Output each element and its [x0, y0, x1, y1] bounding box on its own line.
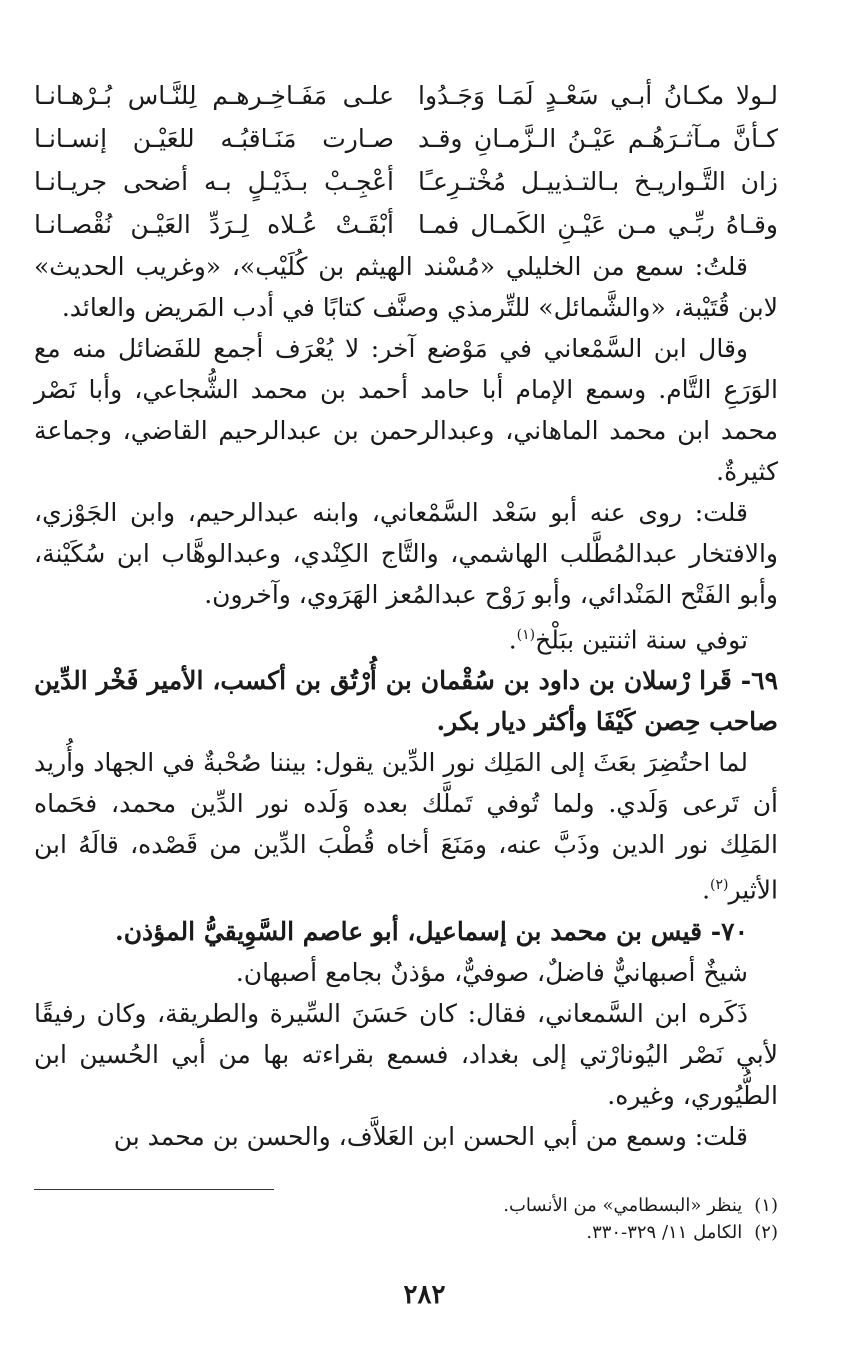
entry-69-text: لما احتُضِرَ بعَثَ إلى المَلِك نور الدِّين يقول: بيننا صُحْبةٌ في الجهاد وأُريد أن تَرعى وَلَدي. ولما تُوفي تَملَّك بعده وَلَده نور الدِّين محمد، فحَماه المَلِك نور الدين وذَبَّ عنه، ومَنَعَ أخاه قُطْبَ الدِّين من قَصْده، قالَهُ ابن الأثير: [34, 748, 778, 905]
entry-70-line1: شيخٌ أصبهانيٌّ فاضلٌ، صوفيٌّ، مؤذنٌ بجامع أصبهان.: [235, 957, 748, 987]
footnote-1: [34, 1192, 778, 1219]
footnote-2: [34, 1219, 778, 1246]
footnote-number: (١): [754, 1195, 778, 1216]
entry-70-heading: ٧٠- قيس بن محمد بن إسماعيل، أبو عاصم السَّوِيقيُّ المؤذن.: [114, 916, 748, 946]
entry-70-line3: قلت: وسمع من أبي الحسن ابن العَلاَّف، والحسن بن محمد بن: [113, 1121, 748, 1151]
entry-70-line2: ذَكَره ابن السَّمعاني، فقال: كان حَسَنَ السِّيرة والطريقة، وكان رفيقًا لأبي نَصْر اليُونارْتي إلى بغداد، فسمع بقراءته بها من أبي الحُسين ابن الطُّيُوري، وغيره.: [34, 998, 778, 1110]
verse-hemistich-2: أبْقَـتْ عُـلاه لِـرَدِّ العَيْـن نُقْصـانـا: [34, 210, 394, 239]
verse-line: [34, 74, 778, 117]
verse-line: [34, 160, 778, 203]
page-body: [34, 74, 778, 1157]
death-text: توفي سنة اثنتين ببَلْخ: [535, 625, 748, 655]
verse-line: [34, 117, 778, 160]
footnote-number: (٢): [754, 1222, 778, 1243]
paragraph-death: توفي سنة اثنتين ببَلْخ$^{(١)}$.: [508, 625, 748, 655]
entry-69-heading: ٦٩- قَرا رْسلان بن داود بن سُقْمان بن أُرْتُق بن أكسب، الأمير فَخْر الدِّين صاحب حِصن كَيْفَا وأكثر ديار بكر.: [34, 666, 778, 737]
verse-hemistich-1: لـولا مكـانُ أبـي سَعْـدٍ لَمَـا وَجَـدُوا: [418, 81, 778, 110]
footnotes: [34, 1192, 778, 1246]
verse-hemistich-1: كـأنَّ مـآثـرَهُـم عَيْـنُ الـزَّمـانِ وقـد: [418, 124, 778, 153]
footnote-divider: [34, 1189, 274, 1190]
verse-line: [34, 203, 778, 246]
entry-69-body: لما احتُضِرَ بعَثَ إلى المَلِك نور الدِّين يقول: بيننا صُحْبةٌ في الجهاد وأُريد أن تَرعى وَلَدي. ولما تُوفي تَملَّك بعده وَلَده نور الدِّين محمد، فحَماه المَلِك نور الدين وذَبَّ عنه، ومَنَعَ أخاه قُطْبَ الدِّين من قَصْده، قالَهُ ابن الأثير$^{(٢)}$.: [34, 748, 778, 905]
footnote-text: ينظر «البسطامي» من الأنساب.: [503, 1195, 743, 1216]
footnote-text: الكامل ١١/ ٣٢٩-٣٣٠.: [586, 1222, 743, 1243]
paragraph-samani: وقال ابن السَّمْعاني في مَوْضع آخر: لا يُعْرَف أجمع للفَضائل منه مع الوَرَعِ التَّام. وسمع الإمام أبا حامد أحمد بن محمد الشُّجاعي، وأبا نَصْر محمد ابن محمد الماهاني، وعبدالرحمن بن عبدالرحيم القاضي، وجماعة كثيرةٌ.: [34, 334, 778, 486]
footnote-ref-2: (٢): [710, 877, 729, 894]
verse-hemistich-1: وقـاهُ ربِّـي مـن عَيْـنِ الكَمـال فمـا: [418, 210, 778, 239]
page-number: ٢٨٢: [403, 1280, 446, 1310]
paragraph-narrators: قلت: روى عنه أبو سَعْد السَّمْعاني، وابنه عبدالرحيم، وابن الجَوْزي، والافتخار عبدالمُطَّلب الهاشمي، والتَّاج الكِنْدي، وعبدالوهَّاب ابن سُكَيْنة، وأبو الفَتْح المَنْدائي، وأبو رَوْح عبدالمُعز الهَرَوي، وآخرون.: [34, 498, 778, 609]
verse-hemistich-2: علـى مَفَـاخِـرهـم لِلنَّـاس بُـرْهـانـا: [34, 81, 394, 110]
footnote-ref-1: (١): [516, 627, 536, 643]
verse-hemistich-2: صـارت مَنَـاقبُـه للعَيْـن إنسـانـا: [34, 124, 394, 153]
verse-hemistich-2: أعْجِـبْ بـذَيْـلٍ بـه أضحى جريـانـا: [34, 167, 394, 196]
paragraph-khalili: قلتُ: سمع من الخليلي «مُسْند الهيثم بن كُلَيْب»، «وغريب الحديث» لابن قُتَيْبة، «والشَّمائل» للتِّرمذي وصنَّف كتابًا في أدب المَريض والعائد.: [34, 252, 778, 322]
verse-hemistich-1: زان التَّـواريـخ بـالتـذييـل مُخْتـرِعـًا: [418, 167, 778, 196]
